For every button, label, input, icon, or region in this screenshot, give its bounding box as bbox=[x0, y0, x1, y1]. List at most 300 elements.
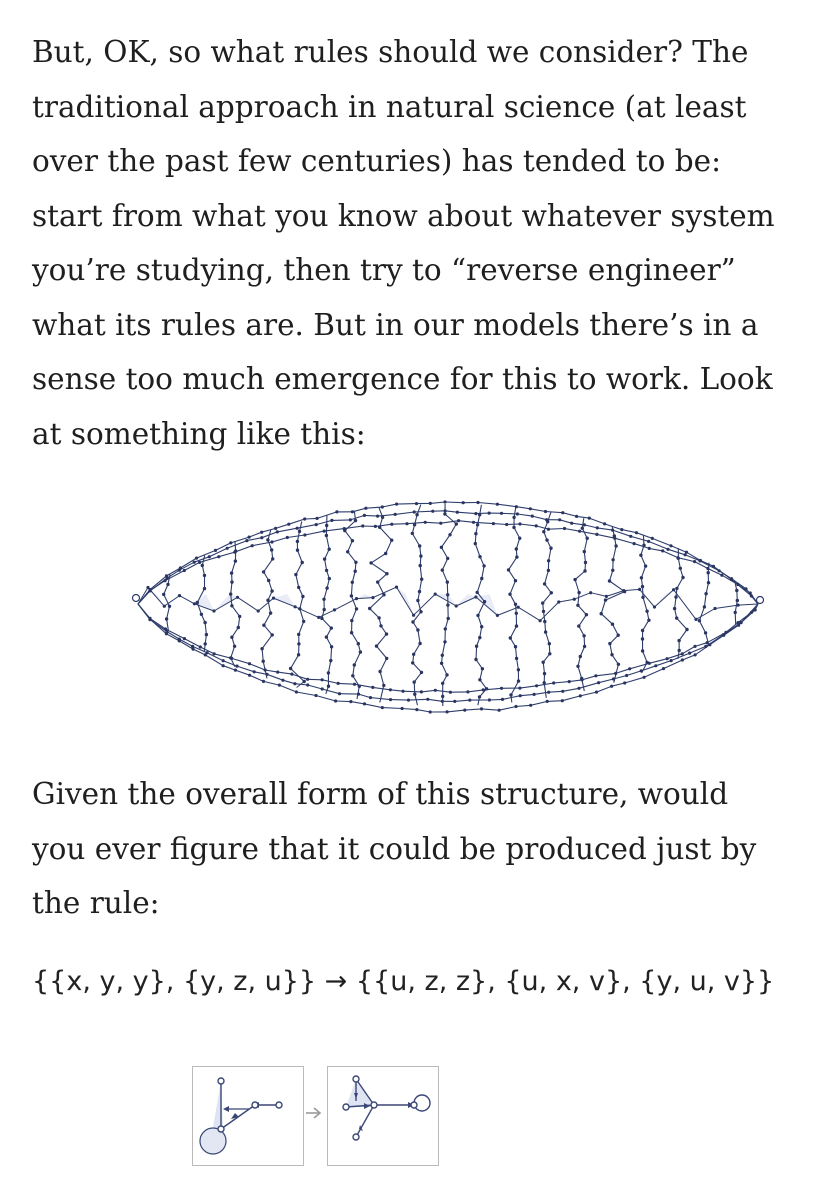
graph-node bbox=[195, 557, 198, 560]
graph-edge bbox=[420, 566, 422, 580]
graph-node bbox=[327, 685, 330, 688]
graph-node bbox=[468, 699, 471, 702]
graph-node bbox=[354, 519, 357, 522]
graph-node bbox=[563, 527, 566, 530]
graph-node bbox=[351, 581, 354, 584]
graph-node bbox=[440, 662, 443, 665]
graph-edge bbox=[216, 543, 231, 551]
graph-node bbox=[276, 1102, 282, 1108]
graph-node bbox=[444, 509, 447, 512]
graph-node bbox=[262, 680, 265, 683]
graph-edge bbox=[677, 618, 687, 629]
hyperedge-fill bbox=[346, 1079, 374, 1107]
graph-node bbox=[378, 526, 381, 529]
graph-edge bbox=[414, 644, 420, 655]
graph-node bbox=[629, 535, 632, 538]
graph-node bbox=[163, 605, 166, 608]
graph-node bbox=[478, 513, 481, 516]
graph-node bbox=[474, 595, 477, 598]
graph-node bbox=[672, 588, 675, 591]
graph-node bbox=[420, 578, 423, 581]
graph-node bbox=[617, 634, 620, 637]
graph-node bbox=[424, 521, 427, 524]
graph-node bbox=[604, 598, 607, 601]
graph-edge bbox=[591, 593, 607, 597]
graph-node bbox=[376, 515, 379, 518]
graph-node bbox=[512, 516, 515, 519]
graph-edge bbox=[262, 649, 263, 662]
graph-edge bbox=[543, 593, 552, 603]
graph-node bbox=[257, 609, 260, 612]
graph-node bbox=[266, 538, 269, 541]
graph-node bbox=[248, 662, 251, 665]
graph-node bbox=[476, 591, 479, 594]
graph-edge bbox=[577, 516, 590, 518]
graph-node bbox=[734, 611, 737, 614]
graph-node bbox=[549, 547, 552, 550]
graph-edge bbox=[442, 558, 447, 570]
graph-node bbox=[512, 526, 515, 529]
graph-node bbox=[557, 600, 560, 603]
graph-node bbox=[447, 617, 450, 620]
graph-node bbox=[579, 694, 582, 697]
graph-node bbox=[420, 690, 423, 693]
graph-edge bbox=[267, 674, 283, 680]
graph-node bbox=[148, 617, 151, 620]
graph-edge bbox=[517, 658, 519, 669]
graph-edge bbox=[150, 576, 167, 590]
graph-edge bbox=[520, 686, 537, 688]
graph-node bbox=[662, 667, 665, 670]
graph-node bbox=[295, 690, 298, 693]
graph-edge bbox=[649, 548, 663, 551]
graph-node bbox=[329, 659, 332, 662]
graph-node bbox=[297, 633, 300, 636]
rhs-graph-svg bbox=[328, 1067, 438, 1165]
graph-node bbox=[165, 617, 168, 620]
graph-node bbox=[706, 567, 709, 570]
graph-node bbox=[351, 539, 354, 542]
graph-edge bbox=[565, 529, 580, 532]
graph-edge bbox=[391, 700, 409, 701]
graph-node bbox=[230, 571, 233, 574]
graph-node bbox=[570, 522, 573, 525]
graph-node bbox=[561, 699, 564, 702]
graph-node bbox=[327, 671, 330, 674]
graph-node bbox=[351, 674, 354, 677]
graph-node bbox=[628, 667, 631, 670]
graph-edge bbox=[476, 513, 489, 514]
graph-node bbox=[446, 593, 449, 596]
graph-edge bbox=[351, 702, 365, 704]
graph-node bbox=[583, 523, 586, 526]
graph-node bbox=[712, 565, 715, 568]
graph-node bbox=[441, 700, 444, 703]
graph-node bbox=[238, 615, 241, 618]
graph-edge bbox=[738, 585, 750, 594]
graph-node bbox=[251, 544, 254, 547]
graph-node bbox=[229, 656, 232, 659]
graph-edge bbox=[518, 607, 540, 621]
graph-node bbox=[316, 517, 319, 520]
graph-node bbox=[614, 544, 617, 547]
graph-node bbox=[507, 568, 510, 571]
graph-edge bbox=[138, 604, 150, 618]
paragraph-line: traditional approach in natural science (at least bbox=[32, 89, 747, 124]
graph-edge bbox=[704, 594, 706, 607]
graph-node bbox=[737, 621, 740, 624]
graph-node bbox=[266, 599, 269, 602]
graph-node bbox=[443, 512, 446, 515]
graph-edge bbox=[534, 692, 549, 694]
graph-node bbox=[343, 529, 346, 532]
graph-edge bbox=[232, 561, 236, 573]
graph-node bbox=[617, 663, 620, 666]
graph-node bbox=[322, 598, 325, 601]
graph-node bbox=[276, 671, 279, 674]
arrowhead bbox=[231, 1113, 239, 1119]
graph-edge bbox=[516, 705, 531, 706]
graph-edge bbox=[276, 524, 289, 528]
graph-edge bbox=[510, 626, 516, 638]
graph-node bbox=[449, 691, 452, 694]
graph-edge bbox=[641, 566, 645, 578]
graph-edge bbox=[616, 669, 630, 674]
graph-node bbox=[306, 678, 309, 681]
graph-node bbox=[267, 579, 270, 582]
graph-edge bbox=[150, 618, 166, 629]
graph-edge bbox=[554, 682, 570, 683]
graph-node bbox=[547, 569, 550, 572]
graph-node bbox=[330, 626, 333, 629]
graph-edge bbox=[249, 532, 262, 537]
graph-edge bbox=[613, 624, 619, 635]
graph-edge bbox=[336, 701, 351, 702]
graph-node bbox=[509, 693, 512, 696]
graph-edge bbox=[231, 646, 235, 658]
graph-node bbox=[166, 583, 169, 586]
graph-edge bbox=[644, 669, 663, 678]
graph-edge bbox=[612, 655, 618, 665]
graph-node bbox=[568, 680, 571, 683]
graph-node bbox=[704, 592, 707, 595]
graph-node bbox=[303, 517, 306, 520]
graph-node bbox=[271, 633, 274, 636]
graph-node bbox=[478, 555, 481, 558]
graph-edge bbox=[447, 710, 465, 712]
graph-node bbox=[381, 505, 384, 508]
graph-node bbox=[481, 667, 484, 670]
graph-node bbox=[429, 710, 432, 713]
graph-node bbox=[466, 690, 469, 693]
graph-node bbox=[596, 526, 599, 529]
graph-node bbox=[419, 564, 422, 567]
graph-edge bbox=[414, 682, 415, 694]
graph-node bbox=[262, 660, 265, 663]
graph-node bbox=[297, 586, 300, 589]
graph-node bbox=[297, 653, 300, 656]
graph-node bbox=[608, 642, 611, 645]
graph-edge bbox=[738, 604, 758, 605]
graph-node bbox=[298, 530, 301, 533]
graph-node bbox=[262, 570, 265, 573]
graph-edge bbox=[580, 692, 596, 696]
graph-node bbox=[478, 695, 481, 698]
graph-node bbox=[434, 689, 437, 692]
graph-node bbox=[645, 610, 648, 613]
graph-node bbox=[371, 686, 374, 689]
graph-node bbox=[543, 681, 546, 684]
graph-node bbox=[544, 510, 547, 513]
graph-node bbox=[654, 664, 657, 667]
graph-edge bbox=[678, 558, 695, 562]
graph-node bbox=[325, 524, 328, 527]
graph-edge bbox=[601, 614, 612, 625]
graph-node bbox=[297, 642, 300, 645]
graph-node bbox=[315, 523, 318, 526]
graph-node bbox=[418, 590, 421, 593]
graph-node bbox=[478, 678, 481, 681]
graph-node bbox=[205, 633, 208, 636]
graph-node bbox=[413, 693, 416, 696]
graph-node bbox=[736, 583, 739, 586]
paragraph-line: start from what you know about whatever system bbox=[32, 198, 775, 233]
graph-node bbox=[390, 539, 393, 542]
graph-node bbox=[677, 639, 680, 642]
graph-node bbox=[301, 561, 304, 564]
graph-node bbox=[681, 658, 684, 661]
graph-node bbox=[514, 603, 517, 606]
graph-edge bbox=[482, 566, 484, 579]
graph-edge bbox=[442, 642, 445, 655]
graph-node bbox=[517, 679, 520, 682]
graph-edge bbox=[735, 612, 736, 624]
graph-node bbox=[515, 547, 518, 550]
graph-node bbox=[198, 561, 201, 564]
graph-edge bbox=[232, 628, 238, 638]
graph-edge bbox=[345, 531, 353, 541]
graph-edge bbox=[371, 554, 386, 563]
graph-edge bbox=[265, 670, 278, 672]
graph-node bbox=[405, 522, 408, 525]
graph-node bbox=[416, 628, 419, 631]
graph-edge bbox=[296, 692, 316, 696]
graph-node bbox=[531, 515, 534, 518]
graph-node bbox=[401, 707, 404, 710]
graph-node bbox=[482, 688, 485, 691]
graph-edge bbox=[578, 593, 579, 606]
graph-node bbox=[382, 684, 385, 687]
graph-node bbox=[754, 608, 757, 611]
graph-edge bbox=[371, 563, 387, 574]
graph-node bbox=[678, 649, 681, 652]
graph-node bbox=[455, 604, 458, 607]
graph-edge bbox=[544, 683, 546, 698]
graph-node bbox=[330, 645, 333, 648]
graph-node bbox=[213, 652, 216, 655]
graph-node bbox=[384, 552, 387, 555]
graph-node bbox=[230, 636, 233, 639]
graph-node bbox=[294, 605, 297, 608]
graph-node bbox=[453, 700, 456, 703]
graph-edge bbox=[348, 552, 356, 563]
graph-node bbox=[178, 569, 181, 572]
graph-node bbox=[203, 621, 206, 624]
graph-node bbox=[389, 688, 392, 691]
graph-node bbox=[226, 547, 229, 550]
graph-node bbox=[183, 637, 186, 640]
graph-node bbox=[582, 634, 585, 637]
graph-node bbox=[302, 620, 305, 623]
graph-node bbox=[517, 606, 520, 609]
graph-edge bbox=[238, 597, 259, 611]
graph-node bbox=[482, 564, 485, 567]
graph-node bbox=[314, 694, 317, 697]
graph-node bbox=[415, 708, 418, 711]
graph-edge bbox=[223, 666, 235, 670]
graph-edge bbox=[547, 701, 562, 702]
graph-node bbox=[321, 687, 324, 690]
graph-node bbox=[234, 559, 237, 562]
graph-node bbox=[229, 592, 232, 595]
graph-node bbox=[441, 568, 444, 571]
graph-node bbox=[547, 691, 550, 694]
graph-edge bbox=[441, 547, 447, 558]
graph-node bbox=[395, 503, 398, 506]
graph-node bbox=[543, 582, 546, 585]
graph-node bbox=[407, 699, 410, 702]
graph-node bbox=[584, 561, 587, 564]
graph-edge bbox=[580, 531, 597, 534]
graph-edge bbox=[378, 582, 384, 595]
graph-node bbox=[573, 578, 576, 581]
graph-edge bbox=[193, 649, 205, 655]
graph-edge bbox=[235, 670, 249, 675]
graph-edge bbox=[414, 511, 433, 512]
graph-node bbox=[418, 544, 421, 547]
graph-node bbox=[546, 520, 549, 523]
loop-node bbox=[757, 597, 764, 604]
graph-edge bbox=[738, 612, 752, 622]
graph-edge bbox=[316, 696, 336, 702]
graph-node bbox=[411, 532, 414, 535]
graph-node bbox=[355, 597, 358, 600]
graph-edge bbox=[331, 647, 332, 661]
graph-edge bbox=[345, 521, 356, 531]
edge bbox=[356, 1105, 374, 1137]
graph-node bbox=[296, 540, 299, 543]
graph-node bbox=[212, 609, 215, 612]
graph-node bbox=[162, 593, 165, 596]
graph-edge bbox=[545, 570, 549, 584]
graph-node bbox=[518, 537, 521, 540]
graph-edge bbox=[299, 621, 304, 634]
graph-edge bbox=[235, 546, 252, 552]
graph-node bbox=[278, 684, 281, 687]
graph-edge bbox=[378, 514, 396, 516]
graph-edge bbox=[601, 600, 605, 614]
graph-node bbox=[252, 1102, 258, 1108]
graph-node bbox=[323, 530, 326, 533]
graph-node bbox=[476, 501, 479, 504]
graph-node bbox=[411, 620, 414, 623]
graph-node bbox=[146, 586, 149, 589]
graph-node bbox=[265, 673, 268, 676]
graph-edge bbox=[272, 538, 287, 543]
graph-node bbox=[542, 610, 545, 613]
graph-edge bbox=[326, 536, 329, 550]
graph-node bbox=[575, 515, 578, 518]
graph-node bbox=[462, 501, 465, 504]
graph-node bbox=[357, 642, 360, 645]
graph-node bbox=[230, 604, 233, 607]
graph-node bbox=[708, 643, 711, 646]
graph-edge bbox=[455, 700, 470, 701]
graph-edge bbox=[631, 536, 649, 541]
graph-node bbox=[218, 1126, 224, 1132]
graph-edge bbox=[532, 516, 546, 520]
graph-node bbox=[401, 690, 404, 693]
graph-node bbox=[543, 620, 546, 623]
graph-edge bbox=[325, 559, 327, 570]
graph-node bbox=[296, 549, 299, 552]
graph-edge bbox=[352, 571, 355, 582]
paragraph-line: Given the overall form of this structure, would bbox=[32, 777, 729, 811]
graph-node bbox=[270, 540, 273, 543]
graph-node bbox=[651, 537, 654, 540]
graph-node bbox=[323, 608, 326, 611]
graph-edge bbox=[352, 633, 359, 644]
graph-node bbox=[455, 522, 458, 525]
graph-edge bbox=[520, 694, 534, 695]
graph-node bbox=[369, 561, 372, 564]
graph-edge bbox=[386, 540, 392, 553]
graph-node bbox=[544, 630, 547, 633]
graph-edge bbox=[373, 687, 391, 689]
graph-node bbox=[514, 705, 517, 708]
graph-node bbox=[446, 710, 449, 713]
graph-node bbox=[608, 579, 611, 582]
graph-node bbox=[641, 596, 644, 599]
graph-node bbox=[199, 645, 202, 648]
graph-edge bbox=[316, 520, 332, 524]
graph-edge bbox=[413, 612, 421, 622]
graph-edge bbox=[351, 582, 352, 596]
graph-node bbox=[248, 536, 251, 539]
graph-node bbox=[420, 671, 423, 674]
graph-node bbox=[698, 559, 701, 562]
graph-node bbox=[505, 523, 508, 526]
graph-node bbox=[276, 530, 279, 533]
graph-node bbox=[561, 690, 564, 693]
graph-node bbox=[558, 518, 561, 521]
graph-edge bbox=[417, 710, 430, 712]
graph-node bbox=[583, 645, 586, 648]
graph-node bbox=[359, 650, 362, 653]
graph-edge bbox=[478, 503, 497, 505]
graph-edge bbox=[627, 671, 642, 676]
graph-node bbox=[518, 687, 521, 690]
graph-node bbox=[287, 523, 290, 526]
hyperedge-fill bbox=[274, 594, 296, 607]
graph-edge bbox=[428, 699, 443, 701]
graph-node bbox=[485, 687, 488, 690]
graph-node bbox=[688, 652, 691, 655]
graph-node bbox=[361, 524, 364, 527]
graph-edge bbox=[296, 575, 299, 588]
graph-node bbox=[480, 707, 483, 710]
graph-node bbox=[498, 709, 501, 712]
